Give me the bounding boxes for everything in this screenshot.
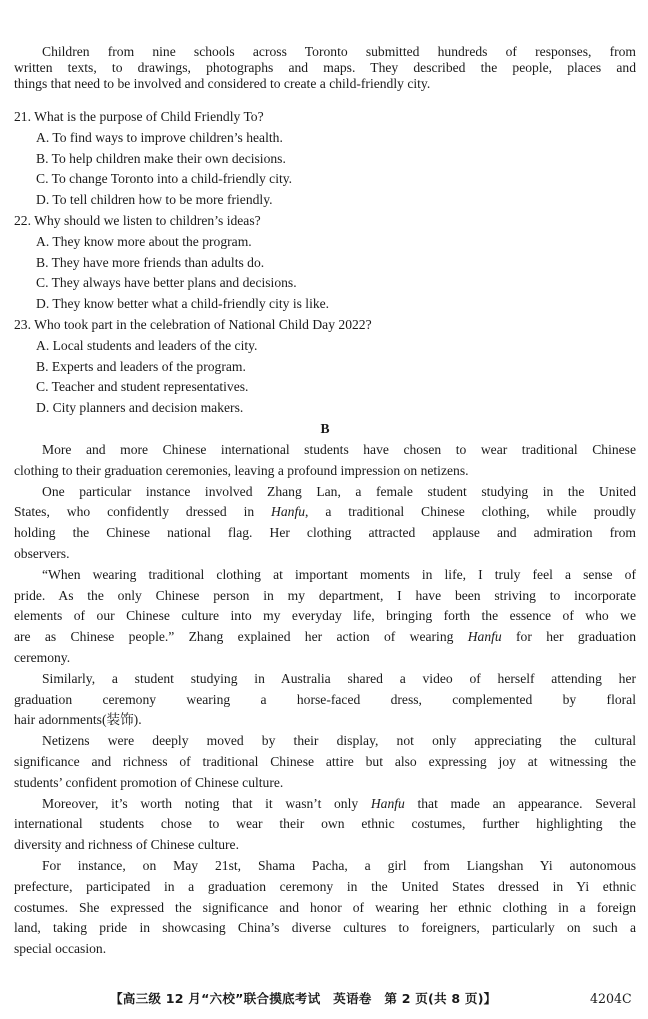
passage-paragraph	[14, 482, 636, 565]
answer-option[interactable]: B. They have more friends than adults do.	[36, 254, 265, 270]
passage-line: More and more Chinese international students have chosen to wear traditional Chinese	[42, 442, 636, 457]
italic-term: Hanfu	[370, 795, 405, 811]
passage-line: prefecture, participated in a graduation ceremony in the United States dressed in Yi ethnic	[14, 878, 636, 894]
question-stem: 21. What is the purpose of Child Friendly To?	[14, 109, 264, 124]
answer-option[interactable]: C. They always have better plans and decisions.	[36, 275, 297, 291]
footer-code: 4204C	[590, 991, 632, 1006]
passage-paragraph	[14, 440, 636, 482]
passage-line: Netizens were deeply moved by their display, not only appreciating the cultural	[42, 733, 636, 749]
passage-paragraph	[14, 565, 636, 669]
answer-option[interactable]: D. City planners and decision makers.	[36, 400, 244, 416]
passage-paragraph	[14, 669, 636, 731]
intro-line: written texts, to drawings, photographs and maps. They described the people, places and	[14, 60, 636, 75]
passage-line: observers.	[14, 545, 70, 561]
intro-line: things that need to be involved and considered to create a child-friendly city.	[14, 76, 431, 91]
question-stem: 22. Why should we listen to children’s ideas?	[14, 212, 261, 228]
passage-line: elements of our Chinese culture into my everyday life, bringing forth the essence of who we	[14, 608, 636, 624]
answer-option[interactable]: D. To tell children how to be more friendly.	[36, 192, 273, 208]
passage-line: diversity and richness of Chinese culture.	[14, 837, 239, 853]
passage-line: graduation ceremony wearing a horse-faced dress, complemented by floral	[14, 691, 636, 707]
passage-line: Similarly, a student studying in Australia shared a video of herself attending her	[42, 670, 636, 686]
passage-line: holding the Chinese national flag. Her clothing attracted applause and admiration from	[14, 525, 636, 541]
intro-paragraph	[14, 44, 636, 92]
answer-option[interactable]: A. Local students and leaders of the city.	[36, 337, 258, 353]
answer-option[interactable]: A. They know more about the program.	[36, 233, 252, 249]
passage-line: ceremony.	[14, 649, 71, 665]
passage-line: significance and richness of traditional Chinese attire but also expressing joy at witnessing the	[14, 753, 636, 769]
passage-line: States, who confidently dressed in Hanfu, a traditional Chinese clothing, while proudly	[14, 504, 636, 520]
passage-line: special occasion.	[14, 941, 107, 957]
answer-option[interactable]: C. Teacher and student representatives.	[36, 379, 249, 395]
passage-line: costumes. She expressed the significance and honor of wearing her ethnic clothing in a foreign	[14, 899, 636, 915]
passage-line: pride. As the only Chinese person in my department, I have been striving to incorporate	[14, 587, 636, 603]
answer-option[interactable]: B. To help children make their own decisions.	[36, 150, 286, 166]
italic-term: Hanfu	[467, 629, 502, 645]
passage-paragraph	[14, 794, 636, 856]
question-block	[14, 107, 636, 419]
passage-line: students’ confident promotion of Chinese culture.	[14, 774, 284, 790]
passage-line: For instance, on May 21st, Shama Pacha, a girl from Liangshan Yi autonomous	[42, 857, 636, 873]
passage-line: One particular instance involved Zhang Lan, a female student studying in the United	[42, 483, 636, 499]
passage-line: “When wearing traditional clothing at important moments in life, I truly feel a sense of	[42, 566, 636, 582]
question-stem: 23. Who took part in the celebration of National Child Day 2022?	[14, 316, 372, 332]
italic-term: Hanfu	[271, 504, 306, 520]
passage-line: Moreover, it’s worth noting that it wasn’t only Hanfu that made an appearance. Several	[42, 795, 636, 811]
passage-paragraph	[14, 731, 636, 793]
passage-line: land, taking pride in showcasing China’s diverse cultures to foreigners, particularly on such a	[14, 920, 636, 936]
answer-option[interactable]: C. To change Toronto into a child-friendly city.	[36, 171, 293, 187]
passage-line: clothing to their graduation ceremonies, leaving a profound impression on netizens.	[14, 462, 469, 478]
passage-b	[14, 440, 636, 960]
passage-paragraph	[14, 856, 636, 960]
passage-line: hair adornments(装饰).	[14, 712, 142, 728]
answer-option[interactable]: A. To find ways to improve children’s health.	[36, 129, 283, 145]
page-footer	[0, 988, 648, 1010]
passage-line: are as Chinese people.” Zhang explained her action of wearing Hanfu for her graduation	[14, 629, 636, 645]
footer-title: 【高三级 12 月“六校”联合摸底考试 英语卷 第 2 页(共 8 页)】	[110, 991, 497, 1006]
intro-line: Children from nine schools across Toronto submitted hundreds of responses, from	[42, 44, 636, 59]
passage-line: international students chose to wear their own ethnic costumes, further highlighting the	[14, 816, 636, 832]
section-heading: B	[320, 421, 330, 436]
answer-option[interactable]: D. They know better what a child-friendly city is like.	[36, 296, 330, 312]
answer-option[interactable]: B. Experts and leaders of the program.	[36, 358, 246, 374]
